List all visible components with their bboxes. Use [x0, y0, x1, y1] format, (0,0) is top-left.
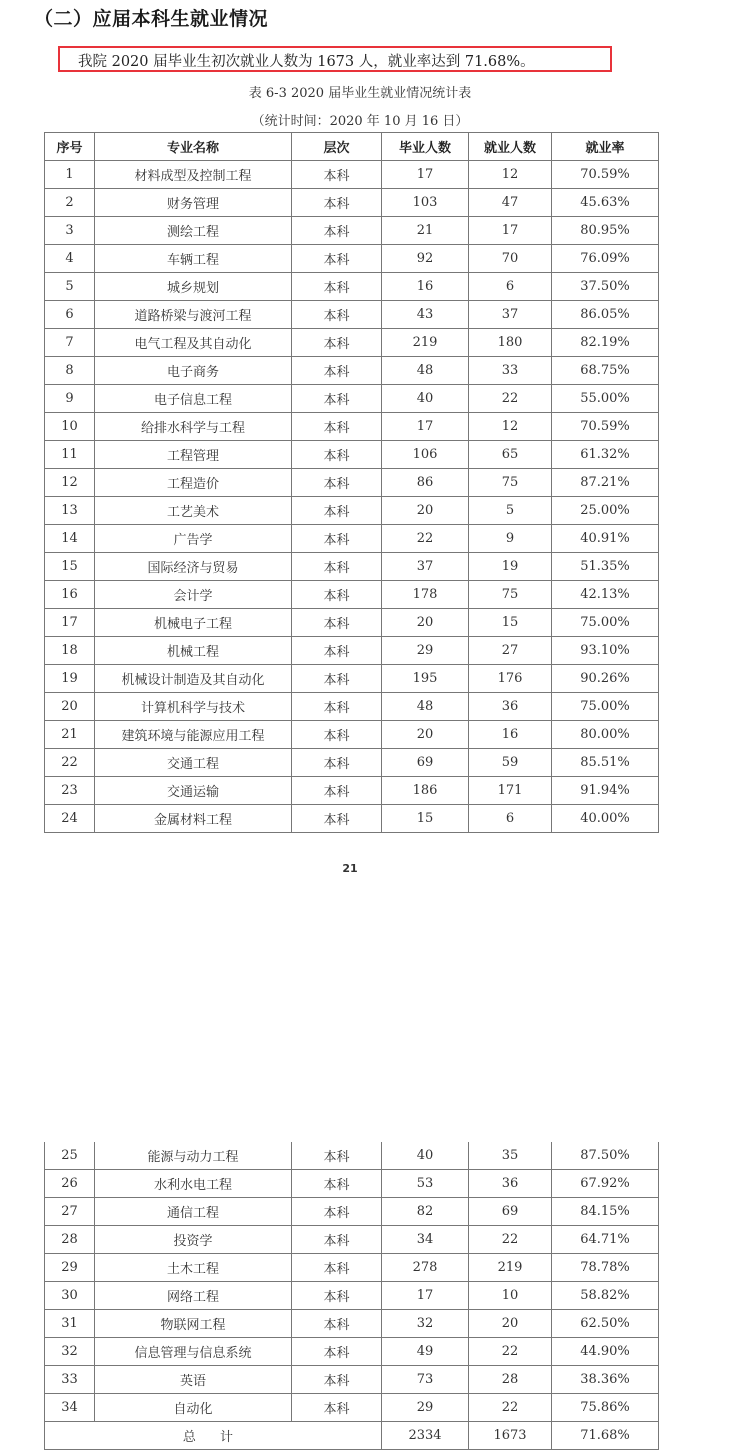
table-row [45, 1254, 659, 1282]
row-graduates: 20 [382, 609, 469, 637]
row-major: 自动化 [95, 1394, 292, 1422]
row-employed: 6 [469, 805, 552, 833]
table-header-row [45, 133, 659, 161]
row-employed: 27 [469, 637, 552, 665]
row-major: 电子商务 [95, 357, 292, 385]
row-employed: 9 [469, 525, 552, 553]
row-employed: 36 [469, 693, 552, 721]
row-major: 交通工程 [95, 749, 292, 777]
row-index: 20 [45, 693, 95, 721]
row-employed: 12 [469, 413, 552, 441]
total-graduates: 2334 [382, 1422, 469, 1450]
row-index: 2 [45, 189, 95, 217]
row-index: 21 [45, 721, 95, 749]
table-row [45, 777, 659, 805]
row-rate: 90.26% [552, 665, 659, 693]
table-row [45, 1226, 659, 1254]
row-index: 18 [45, 637, 95, 665]
row-level: 本科 [292, 777, 382, 805]
table-total-row [45, 1422, 659, 1450]
row-graduates: 40 [382, 1142, 469, 1170]
table-row [45, 609, 659, 637]
row-major: 网络工程 [95, 1282, 292, 1310]
row-major: 机械电子工程 [95, 609, 292, 637]
row-rate: 38.36% [552, 1366, 659, 1394]
row-employed: 180 [469, 329, 552, 357]
total-employed: 1673 [469, 1422, 552, 1450]
row-graduates: 219 [382, 329, 469, 357]
row-graduates: 22 [382, 525, 469, 553]
table-row [45, 1170, 659, 1198]
row-index: 13 [45, 497, 95, 525]
row-employed: 33 [469, 357, 552, 385]
row-rate: 85.51% [552, 749, 659, 777]
row-rate: 75.00% [552, 693, 659, 721]
row-rate: 70.59% [552, 413, 659, 441]
row-employed: 65 [469, 441, 552, 469]
row-rate: 37.50% [552, 273, 659, 301]
row-employed: 17 [469, 217, 552, 245]
header-employed: 就业人数 [469, 133, 552, 161]
row-major: 金属材料工程 [95, 805, 292, 833]
row-graduates: 53 [382, 1170, 469, 1198]
row-index: 16 [45, 581, 95, 609]
row-rate: 86.05% [552, 301, 659, 329]
row-employed: 15 [469, 609, 552, 637]
table-subcaption: （统计时间：2020 年 10 月 16 日） [251, 114, 469, 129]
row-major: 工程管理 [95, 441, 292, 469]
row-index: 24 [45, 805, 95, 833]
table-row [45, 301, 659, 329]
row-major: 机械设计制造及其自动化 [95, 665, 292, 693]
row-index: 19 [45, 665, 95, 693]
row-rate: 78.78% [552, 1254, 659, 1282]
table-row [45, 805, 659, 833]
row-level: 本科 [292, 805, 382, 833]
total-rate: 71.68% [552, 1422, 659, 1450]
table-row [45, 357, 659, 385]
row-employed: 36 [469, 1170, 552, 1198]
row-level: 本科 [292, 609, 382, 637]
row-employed: 19 [469, 553, 552, 581]
row-major: 工程造价 [95, 469, 292, 497]
row-graduates: 37 [382, 553, 469, 581]
row-index: 28 [45, 1226, 95, 1254]
row-employed: 22 [469, 385, 552, 413]
row-major: 给排水科学与工程 [95, 413, 292, 441]
row-index: 6 [45, 301, 95, 329]
row-rate: 67.92% [552, 1170, 659, 1198]
row-employed: 22 [469, 1226, 552, 1254]
row-index: 26 [45, 1170, 95, 1198]
row-employed: 12 [469, 161, 552, 189]
row-graduates: 48 [382, 357, 469, 385]
row-graduates: 195 [382, 665, 469, 693]
row-index: 29 [45, 1254, 95, 1282]
row-index: 30 [45, 1282, 95, 1310]
row-major: 水利水电工程 [95, 1170, 292, 1198]
row-index: 15 [45, 553, 95, 581]
header-index: 序号 [45, 133, 95, 161]
row-graduates: 48 [382, 693, 469, 721]
row-graduates: 92 [382, 245, 469, 273]
row-level: 本科 [292, 1282, 382, 1310]
row-level: 本科 [292, 1310, 382, 1338]
row-rate: 87.50% [552, 1142, 659, 1170]
row-graduates: 17 [382, 413, 469, 441]
row-level: 本科 [292, 469, 382, 497]
row-major: 电气工程及其自动化 [95, 329, 292, 357]
row-employed: 47 [469, 189, 552, 217]
row-index: 22 [45, 749, 95, 777]
page-number: 21 [342, 862, 358, 875]
row-level: 本科 [292, 1142, 382, 1170]
row-level: 本科 [292, 1198, 382, 1226]
row-major: 信息管理与信息系统 [95, 1338, 292, 1366]
row-level: 本科 [292, 329, 382, 357]
employment-table-part-2 [44, 1142, 659, 1450]
row-rate: 93.10% [552, 637, 659, 665]
table-caption: 表 6-3 2020 届毕业生就业情况统计表 [248, 86, 472, 101]
table-row [45, 245, 659, 273]
row-index: 14 [45, 525, 95, 553]
row-major: 物联网工程 [95, 1310, 292, 1338]
row-employed: 20 [469, 1310, 552, 1338]
row-graduates: 29 [382, 1394, 469, 1422]
row-rate: 87.21% [552, 469, 659, 497]
row-level: 本科 [292, 637, 382, 665]
row-graduates: 278 [382, 1254, 469, 1282]
row-graduates: 17 [382, 161, 469, 189]
row-employed: 22 [469, 1338, 552, 1366]
row-graduates: 20 [382, 497, 469, 525]
header-graduates: 毕业人数 [382, 133, 469, 161]
row-rate: 42.13% [552, 581, 659, 609]
row-employed: 70 [469, 245, 552, 273]
row-major: 建筑环境与能源应用工程 [95, 721, 292, 749]
row-level: 本科 [292, 1338, 382, 1366]
row-index: 1 [45, 161, 95, 189]
table-row [45, 469, 659, 497]
row-employed: 37 [469, 301, 552, 329]
row-employed: 22 [469, 1394, 552, 1422]
row-rate: 80.95% [552, 217, 659, 245]
table-row [45, 1310, 659, 1338]
row-rate: 84.15% [552, 1198, 659, 1226]
table-row [45, 1142, 659, 1170]
row-rate: 68.75% [552, 357, 659, 385]
summary-text: 我院 2020 届毕业生初次就业人数为 1673 人，就业率达到 71.68%。 [78, 54, 535, 70]
row-major: 道路桥梁与渡河工程 [95, 301, 292, 329]
row-rate: 62.50% [552, 1310, 659, 1338]
row-level: 本科 [292, 525, 382, 553]
row-rate: 64.71% [552, 1226, 659, 1254]
row-index: 32 [45, 1338, 95, 1366]
row-employed: 6 [469, 273, 552, 301]
row-major: 国际经济与贸易 [95, 553, 292, 581]
row-graduates: 106 [382, 441, 469, 469]
row-major: 交通运输 [95, 777, 292, 805]
row-index: 27 [45, 1198, 95, 1226]
row-index: 17 [45, 609, 95, 637]
row-level: 本科 [292, 1226, 382, 1254]
table-row [45, 273, 659, 301]
row-employed: 176 [469, 665, 552, 693]
row-rate: 70.59% [552, 161, 659, 189]
row-index: 34 [45, 1394, 95, 1422]
row-major: 会计学 [95, 581, 292, 609]
row-employed: 35 [469, 1142, 552, 1170]
row-graduates: 186 [382, 777, 469, 805]
table-row [45, 497, 659, 525]
row-level: 本科 [292, 441, 382, 469]
row-index: 3 [45, 217, 95, 245]
row-graduates: 29 [382, 637, 469, 665]
row-level: 本科 [292, 357, 382, 385]
row-major: 材料成型及控制工程 [95, 161, 292, 189]
row-rate: 61.32% [552, 441, 659, 469]
row-level: 本科 [292, 721, 382, 749]
row-major: 城乡规划 [95, 273, 292, 301]
row-level: 本科 [292, 189, 382, 217]
row-graduates: 82 [382, 1198, 469, 1226]
table-row [45, 637, 659, 665]
row-graduates: 20 [382, 721, 469, 749]
row-graduates: 17 [382, 1282, 469, 1310]
header-rate: 就业率 [552, 133, 659, 161]
row-level: 本科 [292, 497, 382, 525]
table-row [45, 161, 659, 189]
row-level: 本科 [292, 665, 382, 693]
header-level: 层次 [292, 133, 382, 161]
employment-table-part-1 [44, 132, 659, 833]
row-index: 33 [45, 1366, 95, 1394]
row-level: 本科 [292, 273, 382, 301]
table-row [45, 1198, 659, 1226]
row-employed: 75 [469, 469, 552, 497]
table-row [45, 1366, 659, 1394]
row-index: 23 [45, 777, 95, 805]
table-row [45, 385, 659, 413]
row-graduates: 49 [382, 1338, 469, 1366]
table-row [45, 693, 659, 721]
table-row [45, 329, 659, 357]
table-row [45, 1282, 659, 1310]
row-major: 电子信息工程 [95, 385, 292, 413]
row-major: 土木工程 [95, 1254, 292, 1282]
row-level: 本科 [292, 413, 382, 441]
table-row [45, 441, 659, 469]
row-index: 11 [45, 441, 95, 469]
row-rate: 44.90% [552, 1338, 659, 1366]
table-row [45, 1394, 659, 1422]
row-graduates: 32 [382, 1310, 469, 1338]
row-major: 工艺美术 [95, 497, 292, 525]
row-graduates: 43 [382, 301, 469, 329]
row-graduates: 15 [382, 805, 469, 833]
row-rate: 40.91% [552, 525, 659, 553]
row-major: 能源与动力工程 [95, 1142, 292, 1170]
row-rate: 55.00% [552, 385, 659, 413]
row-major: 车辆工程 [95, 245, 292, 273]
row-rate: 58.82% [552, 1282, 659, 1310]
row-level: 本科 [292, 385, 382, 413]
row-graduates: 86 [382, 469, 469, 497]
row-employed: 5 [469, 497, 552, 525]
row-graduates: 40 [382, 385, 469, 413]
row-index: 25 [45, 1142, 95, 1170]
row-level: 本科 [292, 1394, 382, 1422]
row-index: 8 [45, 357, 95, 385]
row-index: 31 [45, 1310, 95, 1338]
row-major: 投资学 [95, 1226, 292, 1254]
row-index: 12 [45, 469, 95, 497]
row-index: 9 [45, 385, 95, 413]
row-employed: 69 [469, 1198, 552, 1226]
table-row [45, 217, 659, 245]
row-index: 5 [45, 273, 95, 301]
row-graduates: 34 [382, 1226, 469, 1254]
row-rate: 91.94% [552, 777, 659, 805]
row-rate: 75.86% [552, 1394, 659, 1422]
row-level: 本科 [292, 1254, 382, 1282]
section-title: （二）应届本科生就业情况 [34, 8, 269, 30]
row-index: 7 [45, 329, 95, 357]
row-level: 本科 [292, 217, 382, 245]
row-employed: 16 [469, 721, 552, 749]
row-level: 本科 [292, 749, 382, 777]
row-major: 计算机科学与技术 [95, 693, 292, 721]
row-index: 4 [45, 245, 95, 273]
row-employed: 59 [469, 749, 552, 777]
row-level: 本科 [292, 553, 382, 581]
table-row [45, 525, 659, 553]
row-major: 财务管理 [95, 189, 292, 217]
row-index: 10 [45, 413, 95, 441]
row-rate: 45.63% [552, 189, 659, 217]
row-employed: 171 [469, 777, 552, 805]
row-major: 机械工程 [95, 637, 292, 665]
row-rate: 80.00% [552, 721, 659, 749]
row-graduates: 21 [382, 217, 469, 245]
header-major: 专业名称 [95, 133, 292, 161]
table-row [45, 553, 659, 581]
table-row [45, 189, 659, 217]
table-row [45, 721, 659, 749]
table-row [45, 413, 659, 441]
row-level: 本科 [292, 245, 382, 273]
row-graduates: 16 [382, 273, 469, 301]
row-rate: 75.00% [552, 609, 659, 637]
row-major: 广告学 [95, 525, 292, 553]
row-rate: 51.35% [552, 553, 659, 581]
row-level: 本科 [292, 693, 382, 721]
row-major: 测绘工程 [95, 217, 292, 245]
row-graduates: 103 [382, 189, 469, 217]
row-level: 本科 [292, 161, 382, 189]
row-employed: 10 [469, 1282, 552, 1310]
table-row [45, 749, 659, 777]
total-label: 总 计 [45, 1422, 382, 1450]
table-row [45, 1338, 659, 1366]
row-graduates: 69 [382, 749, 469, 777]
row-rate: 82.19% [552, 329, 659, 357]
row-rate: 25.00% [552, 497, 659, 525]
table-row [45, 665, 659, 693]
row-level: 本科 [292, 1170, 382, 1198]
row-employed: 75 [469, 581, 552, 609]
row-major: 通信工程 [95, 1198, 292, 1226]
row-graduates: 73 [382, 1366, 469, 1394]
row-graduates: 178 [382, 581, 469, 609]
table-row [45, 581, 659, 609]
row-rate: 40.00% [552, 805, 659, 833]
row-level: 本科 [292, 581, 382, 609]
row-rate: 76.09% [552, 245, 659, 273]
row-level: 本科 [292, 1366, 382, 1394]
row-level: 本科 [292, 301, 382, 329]
row-major: 英语 [95, 1366, 292, 1394]
row-employed: 219 [469, 1254, 552, 1282]
row-employed: 28 [469, 1366, 552, 1394]
